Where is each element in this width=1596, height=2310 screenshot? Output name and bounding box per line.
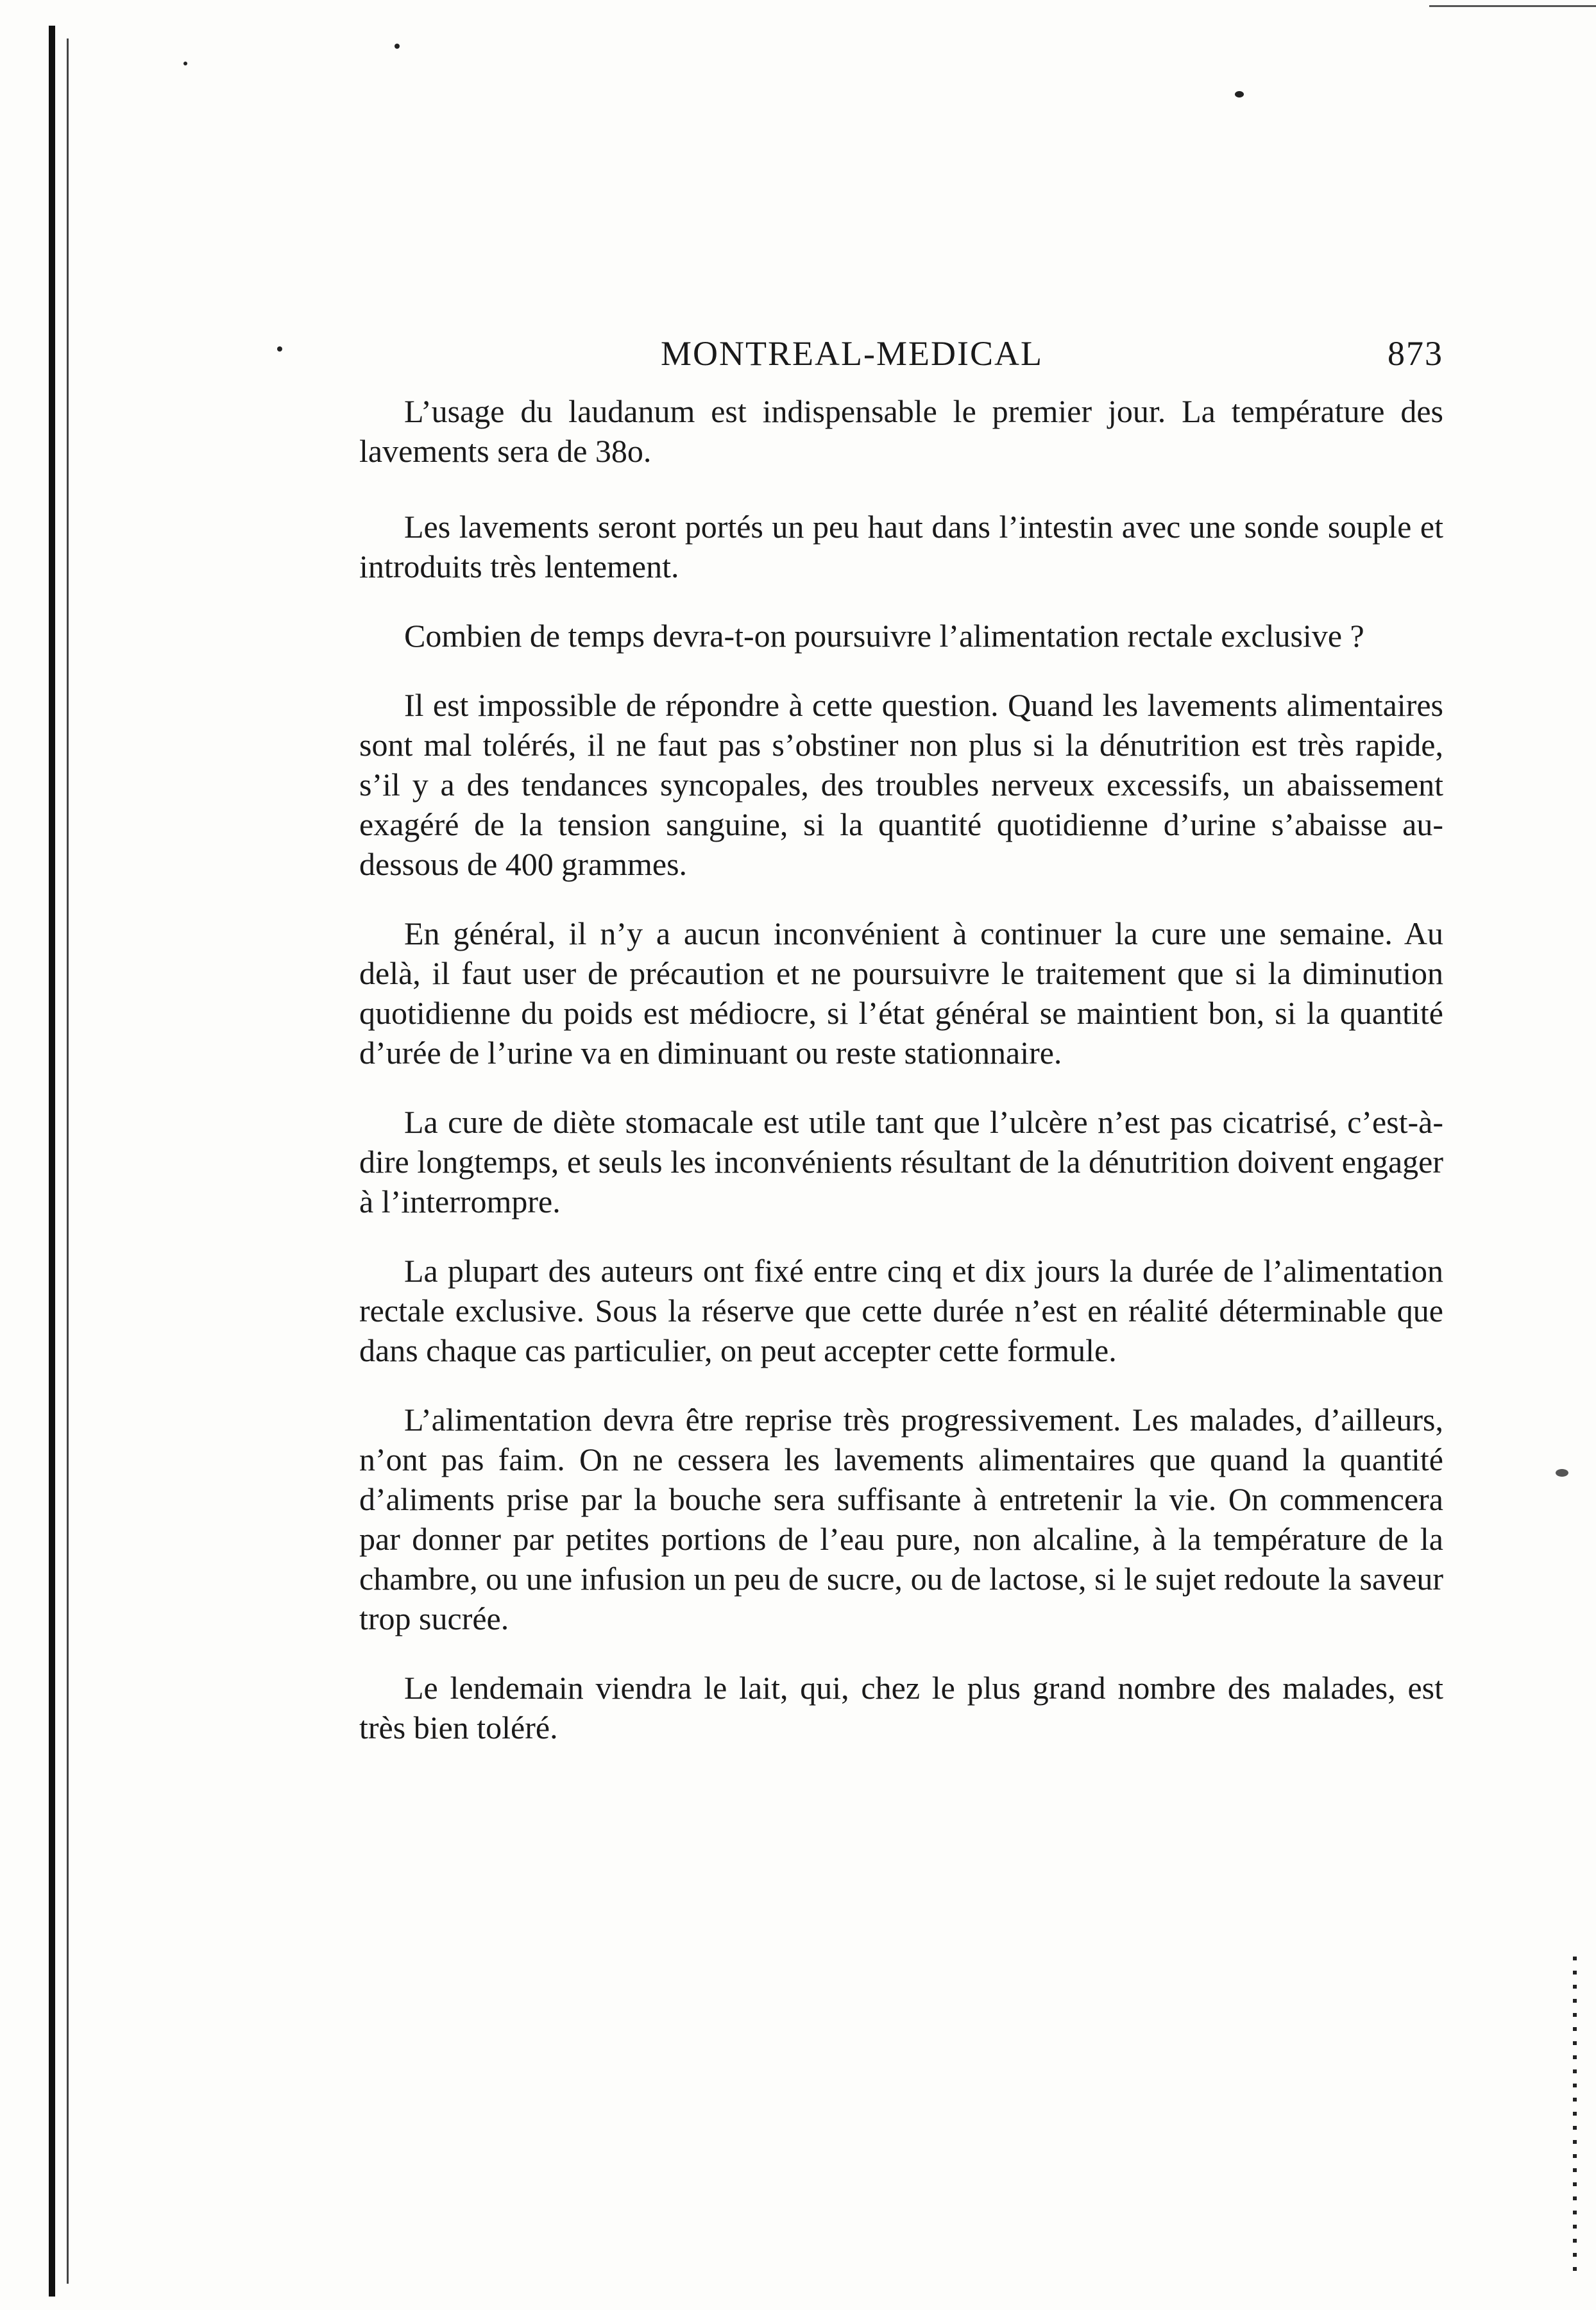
scan-speck [395, 44, 400, 49]
journal-title: MONTREAL-MEDICAL [661, 334, 1043, 373]
scan-speck [1235, 91, 1244, 98]
binding-edge-shadow [49, 26, 55, 2297]
running-head [359, 334, 1443, 391]
page-number: 873 [1388, 334, 1443, 373]
scan-speck [183, 62, 187, 65]
paragraph: La cure de diète stomacale est utile tant que l’ulcère n’est pas cicatrisé, c’est-à-dire longtemps, et seuls les inconvénients résultant de la dénutrition doivent engager à l’interrompre. [359, 1104, 1443, 1219]
paragraph: Les lavements seront portés un peu haut dans l’intestin avec une sonde souple et introduits très lentement. [359, 509, 1443, 584]
paragraph: Le lendemain viendra le lait, qui, chez le plus grand nombre des malades, est très bien toléré. [359, 1670, 1443, 1745]
paragraph: L’usage du laudanum est indispensable le premier jour. La température des lavements sera de 38o. [359, 393, 1443, 469]
paragraph: Combien de temps devra-t-on poursuivre l’alimentation rectale exclusive ? [404, 618, 1364, 654]
binding-edge-line [67, 38, 69, 2284]
top-edge-rule [1429, 5, 1596, 7]
scan-speck [1556, 1469, 1568, 1477]
paragraph: La plupart des auteurs ont fixé entre cinq et dix jours la durée de l’alimentation rectale exclusive. Sous la réserve que cette durée n’est en réalité déterminable que dans chaque cas particulier, on peut accepter cette formule. [359, 1253, 1443, 1368]
right-edge-scan-noise [1573, 1957, 1577, 2277]
document-page [359, 334, 1443, 1777]
paragraph: En général, il n’y a aucun inconvénient à continuer la cure une semaine. Au delà, il faut user de précaution et ne poursuivre le traitement que si la diminution quotidienne du poids est médiocre, si l’état général se maintient bon, si la quantité d’urée de l’urine va en diminuant ou reste stationnaire. [359, 915, 1443, 1071]
paragraph: Il est impossible de répondre à cette question. Quand les lavements alimentaires sont mal tolérés, il ne faut pas s’obstiner non plus si la dénutrition est très rapide, s’il y a des tendances syncopales, des troubles nerveux excessifs, un abaissement exagéré de la tension sanguine, si la quantité quotidienne d’urine s’abaisse au-dessous de 400 grammes. [359, 687, 1443, 882]
scan-speck [277, 346, 282, 352]
paragraph: L’alimentation devra être reprise très progressivement. Les malades, d’ailleurs, n’ont pas faim. On ne cessera les lavements alimentaires que quand la quantité d’aliments prise par la bouche sera suffisante à entretenir la vie. On commencera par donner par petites portions de l’eau pure, non alcaline, à la température de la chambre, ou une infusion un peu de sucre, ou de lactose, si le sujet redoute la saveur trop sucrée. [359, 1402, 1443, 1636]
